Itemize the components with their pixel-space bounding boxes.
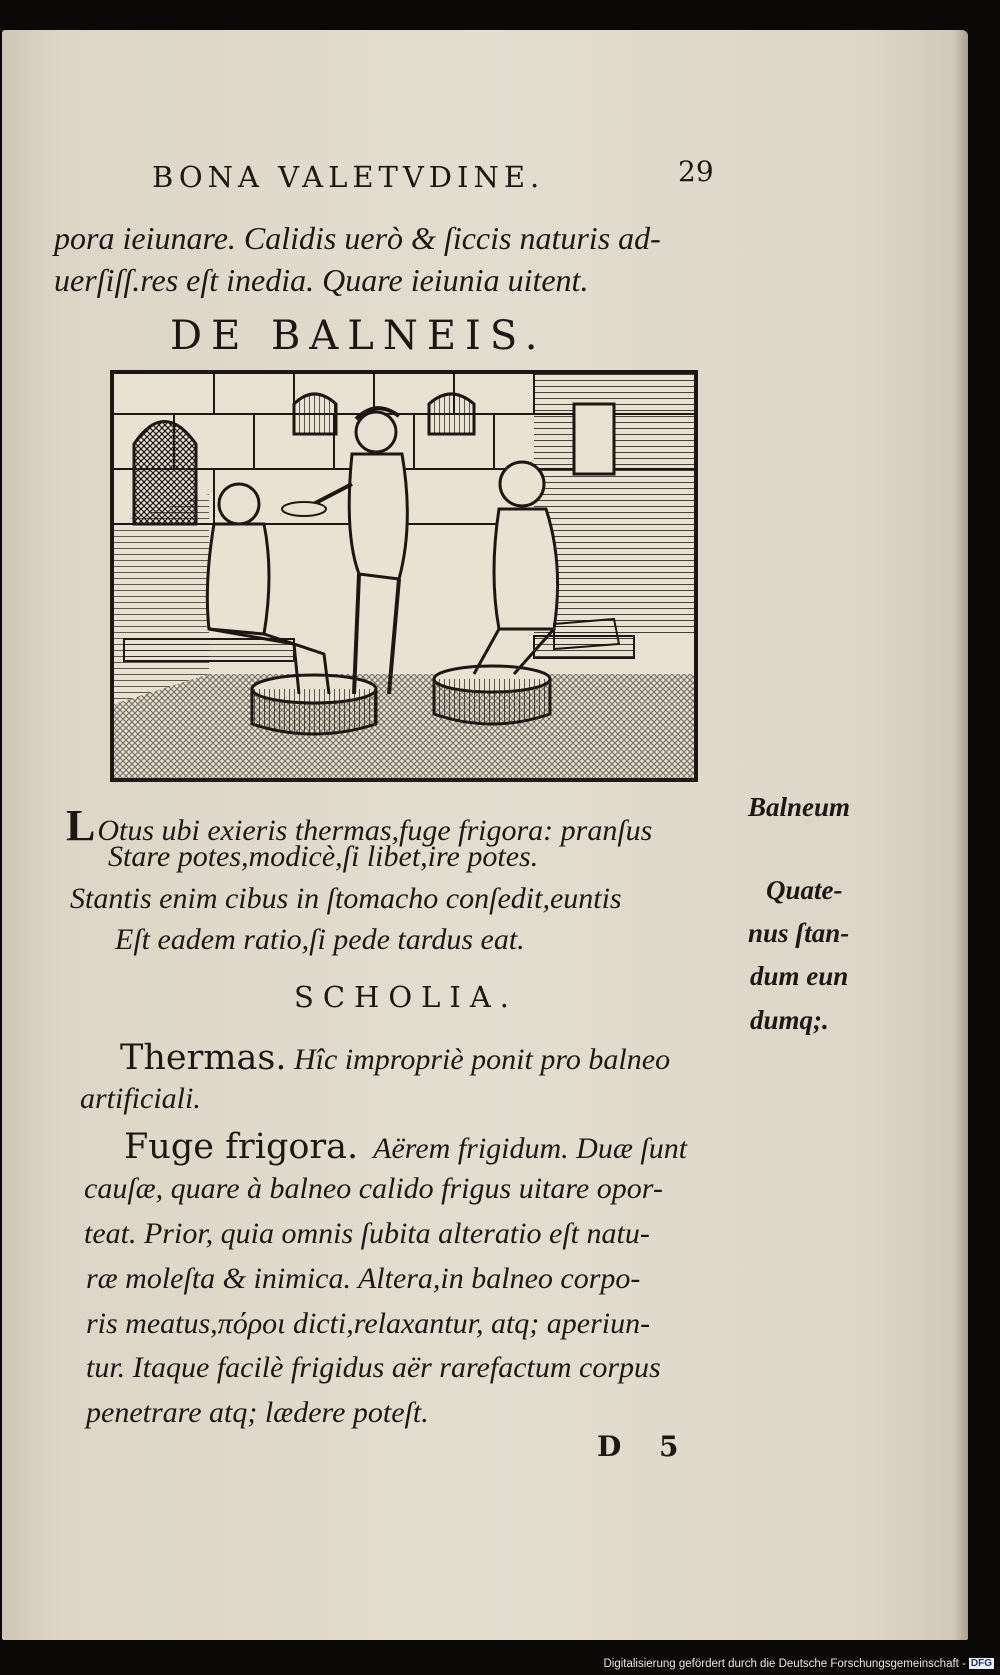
margin-note-line: Quate-: [766, 875, 843, 905]
text-line: pora ieiunare. Calidis uerò & ſiccis naturis ad-: [54, 220, 661, 256]
scholia-line: artificiali.: [80, 1082, 201, 1115]
scholia-line: ris meatus,πόροι dicti,relaxantur, atq; aperiun-: [86, 1307, 651, 1340]
scholia-line: penetrare atq; lædere poteſt.: [86, 1396, 429, 1429]
bathhouse-woodcut-image: [114, 374, 694, 778]
woodcut-illustration: [110, 370, 698, 782]
section-title: DE BALNEIS.: [170, 313, 547, 359]
verse-initial: L: [66, 801, 96, 850]
scholia-line: Fuge frigora. Aërem frigidum. Duæ ſunt: [124, 1127, 688, 1167]
verse-line: Stare potes,modicè,ſi libet,ire potes.: [108, 840, 539, 873]
text-line: uerſiſſ.res eſt inedia. Quare ieiunia uitent.: [54, 262, 589, 298]
verse-line: Eſt eadem ratio,ſi pede tardus eat.: [115, 923, 525, 956]
scholia-title: SCHOLIA.: [294, 980, 518, 1014]
lemma: Thermas.: [120, 1038, 287, 1078]
margin-note-balneum: Balneum: [748, 792, 851, 822]
verse-line: Stantis enim cibus in ſtomacho conſedit,euntis: [70, 882, 622, 915]
dfg-logo: DFG: [970, 1658, 992, 1670]
verse-line: LOtus ubi exieris thermas,fuge frigora: pranſus: [66, 801, 653, 850]
signature-mark: D 5: [597, 1430, 693, 1463]
margin-note-line: nus ſtan-: [748, 918, 850, 948]
margin-note-line: dumq;.: [750, 1005, 829, 1035]
running-head: BONA VALETVDINE.: [152, 160, 545, 194]
scholia-line: cauſæ, quare à balneo calido frigus uitare opor-: [84, 1172, 663, 1205]
scholia-line: tur. Itaque facilè frigidus aër rarefactum corpus: [86, 1351, 661, 1384]
digitization-footer: Digitalisierung gefördert durch die Deutsche Forschungsgemeinschaft - DFG: [603, 1658, 992, 1670]
scholia-line: Thermas. Hîc impropriè ponit pro balneo: [120, 1038, 671, 1078]
book-page: [2, 30, 968, 1640]
scholia-line: teat. Prior, quia omnis ſubita alteratio eſt natu-: [84, 1217, 650, 1250]
scholia-line: ræ moleſta & inimica. Altera,in balneo corpo-: [86, 1262, 641, 1295]
margin-note-line: dum eun: [750, 961, 849, 991]
page-number: 29: [678, 155, 714, 188]
lemma: Fuge frigora.: [124, 1127, 359, 1167]
